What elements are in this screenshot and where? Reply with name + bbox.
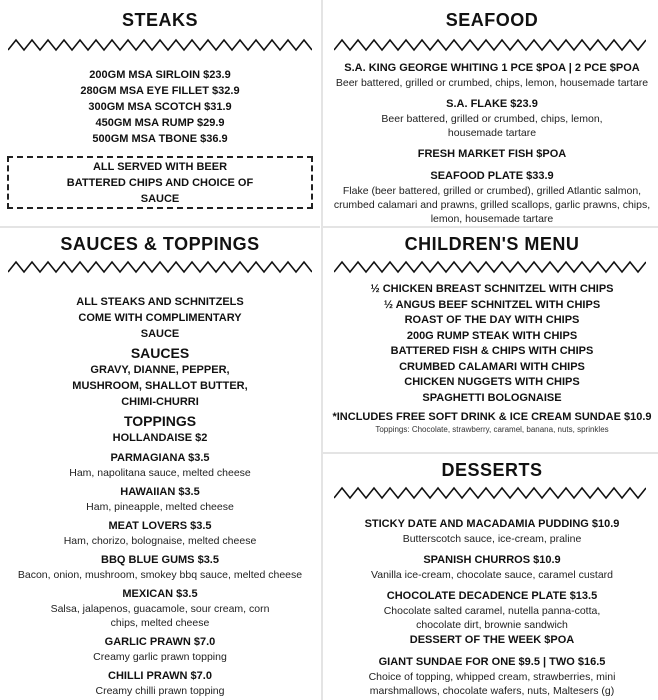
topping-name: CHILLI PRAWN $7.0: [108, 670, 212, 682]
section-title: CHILDREN'S MENU: [404, 234, 580, 254]
topping-desc: Creamy chilli prawn topping: [95, 685, 225, 697]
topping-desc: Ham, chorizo, bolognaise, melted cheese: [63, 535, 257, 547]
topping-name: MEXICAN $3.5: [122, 588, 198, 600]
section-title: DESSERTS: [441, 460, 543, 480]
sauces-list: GRAVY, DIANNE, PEPPER, MUSHROOM, SHALLOT BUTTER, CHIMI-CHURRI: [72, 364, 248, 408]
sauces-heading: SAUCES: [130, 345, 190, 361]
menu-item-name: GIANT SUNDAE FOR ONE $9.5 | TWO $16.5: [378, 656, 606, 668]
menu-item-name: SEAFOOD PLATE $33.9: [430, 170, 554, 182]
zigzag-divider: [334, 486, 646, 500]
menu-item-name: SPANISH CHURROS $10.9: [423, 554, 561, 566]
list-item: 300GM MSA SCOTCH $31.9: [88, 101, 232, 113]
topping-name: HAWAIIAN $3.5: [120, 486, 200, 498]
seafood-section: [326, 0, 658, 226]
topping-desc: Ham, napolitana sauce, melted cheese: [69, 467, 251, 479]
topping-name: BBQ BLUE GUMS $3.5: [101, 554, 219, 566]
list-item: SPAGHETTI BOLOGNAISE: [422, 391, 562, 404]
zigzag-divider: [8, 260, 312, 274]
steaks-section: [0, 0, 320, 226]
list-item: 200GM MSA SIRLOIN $23.9: [89, 69, 231, 81]
steak-list: [0, 67, 320, 147]
zigzag-divider: [334, 38, 646, 52]
childrens-menu-section: [326, 226, 658, 452]
desserts-section: [326, 452, 658, 700]
menu-item-desc: Vanilla ice-cream, chocolate sauce, caramel custard: [371, 569, 613, 581]
menu-item-name: CHOCOLATE DECADENCE PLATE $13.5: [386, 590, 598, 602]
sauces-intro: ALL STEAKS AND SCHNITZELS COME WITH COMPLIMENTARY SAUCE: [76, 296, 244, 340]
topping-desc: Ham, pineapple, melted cheese: [86, 501, 234, 513]
childrens-list: [326, 282, 658, 435]
topping-name: PARMAGIANA $3.5: [110, 452, 210, 464]
menu-item-name: DESSERT OF THE WEEK $POA: [409, 634, 575, 646]
topping-desc: Salsa, jalapenos, guacamole, sour cream, corn chips, melted cheese: [50, 603, 270, 629]
topping-name: HOLLANDAISE $2: [112, 432, 208, 444]
zigzag-divider: [334, 260, 646, 274]
menu-item-desc: Choice of topping, whipped cream, strawberries, mini marshmallows, chocolate wafers, nuts, Maltesers (g): [368, 671, 616, 697]
menu-item-name: FRESH MARKET FISH $POA: [417, 148, 567, 160]
list-item: CHICKEN NUGGETS WITH CHIPS: [404, 376, 580, 388]
childrens-includes: *INCLUDES FREE SOFT DRINK & ICE CREAM SUNDAE $10.9: [332, 411, 652, 423]
topping-desc: Bacon, onion, mushroom, smokey bbq sauce, melted cheese: [17, 569, 303, 581]
section-title: SAUCES & TOPPINGS: [60, 234, 260, 254]
sauces-content: [0, 294, 320, 698]
menu-item-desc: Chocolate salted caramel, nutella panna-cotta, chocolate dirt, brownie sandwich: [383, 605, 601, 631]
menu-item-desc: Flake (beer battered, grilled or crumbed), grilled Atlantic salmon, crumbed calamari and prawns, grilled scallops, garlic prawns, chips, lemon, housemade tartare: [333, 185, 651, 225]
menu-item-desc: Butterscotch sauce, ice-cream, praline: [402, 533, 582, 545]
list-item: ½ ANGUS BEEF SCHNITZEL WITH CHIPS: [383, 298, 601, 311]
menu-item-desc: Beer battered, grilled or crumbed, chips, lemon, housemade tartare: [335, 77, 649, 89]
topping-name: MEAT LOVERS $3.5: [108, 520, 212, 532]
zigzag-divider: [8, 38, 312, 52]
menu-item-desc: Beer battered, grilled or crumbed, chips, lemon, housemade tartare: [381, 113, 603, 139]
list-item: ROAST OF THE DAY WITH CHIPS: [404, 314, 580, 326]
list-item: 450GM MSA RUMP $29.9: [95, 117, 225, 129]
childrens-toppings: Toppings: Chocolate, strawberry, caramel, banana, nuts, sprinkles: [375, 425, 609, 434]
menu-item-name: S.A. KING GEORGE WHITING 1 PCE $POA | 2 PCE $POA: [344, 62, 640, 74]
list-item: 280GM MSA EYE FILLET $32.9: [80, 85, 240, 97]
list-item: 500GM MSA TBONE $36.9: [92, 133, 228, 145]
list-item: CRUMBED CALAMARI WITH CHIPS: [399, 360, 585, 373]
list-item: BATTERED FISH & CHIPS WITH CHIPS: [390, 345, 594, 357]
list-item: ½ CHICKEN BREAST SCHNITZEL WITH CHIPS: [370, 283, 614, 295]
menu-item-name: S.A. FLAKE $23.9: [446, 98, 538, 110]
topping-desc: Creamy garlic prawn topping: [93, 651, 227, 663]
toppings-heading: TOPPINGS: [123, 413, 197, 429]
column-divider: [321, 0, 323, 700]
desserts-list: [326, 516, 658, 698]
section-title: STEAKS: [121, 10, 198, 30]
seafood-list: [326, 60, 658, 226]
steak-note-box: [7, 156, 313, 209]
topping-name: GARLIC PRAWN $7.0: [104, 636, 216, 648]
steak-note: ALL SERVED WITH BEER BATTERED CHIPS AND CHOICE OF SAUCE: [66, 160, 254, 205]
section-title: SEAFOOD: [445, 10, 539, 30]
menu-item-name: STICKY DATE AND MACADAMIA PUDDING $10.9: [364, 518, 620, 530]
sauces-section: [0, 226, 320, 700]
list-item: 200G RUMP STEAK WITH CHIPS: [406, 329, 578, 342]
